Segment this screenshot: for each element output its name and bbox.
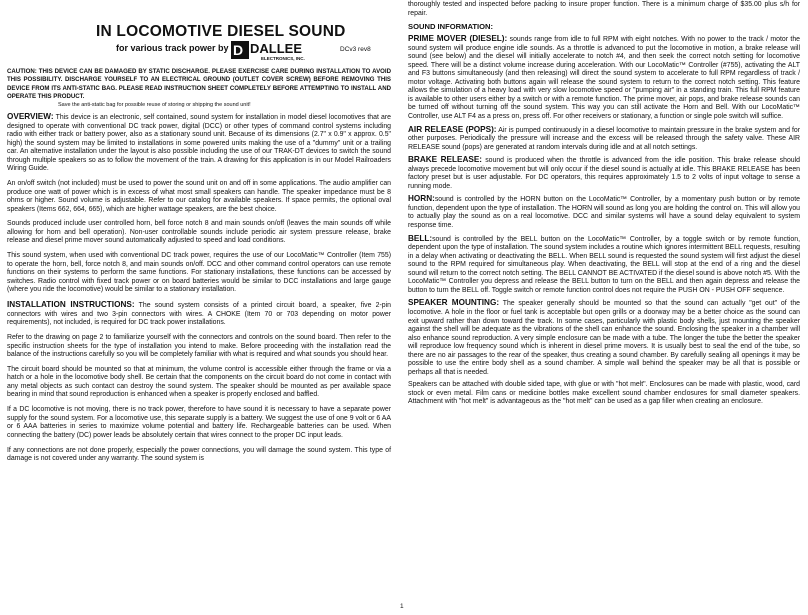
paragraph-drawing-reference: Refer to the drawing on page 2 to familiarize yourself with the connectors and controls on the sound board. Then refer to the specific instruction sheets for the type of installation you intend to make. Before proceeding with the installation read the balance of the instructions carefully so you will be completely familiar with what is required and what sounds you should hear. [7, 333, 391, 359]
paragraph-battery: If a DC locomotive is not moving, there is no track power, therefore to have sound it is necessary to have a separate power supply for the sound system. For a locomotive use, this separate supply is a battery. We suggest the use of one 9 volt or 6 AA or 6 AAA batteries in series to maximize volume potential and battery life. Rechargeable batteries can be used. When connecting the battery (DC) power leads be absolutely certain that wires connect to the proper DC input leads. [7, 406, 391, 439]
logo-subtext: ELECTRONICS, INC. [261, 56, 305, 61]
left-body [7, 113, 391, 470]
brake-release-text: sound is produced when the throttle is advanced from the idle position. This brake release should always precede locomotive movement but will only occur if the diesel sound is actually at idle. This BRAKE RELEASE has been factory preset but is user adjustable. For DC operators, this requires approximately 1.5 to 2 volts of input voltage to sense a running mode. [408, 157, 800, 190]
document-version: DCv3 rev8 [340, 46, 371, 53]
speaker-mounting-paragraph [408, 299, 800, 377]
bell-heading: BELL: [408, 233, 433, 243]
logo-wordmark: DALLEE [250, 41, 302, 56]
paragraph-repair-charge: thoroughly tested and inspected before packing to insure proper function. There is a minimum charge of $35.00 plus s/h for repair. [408, 1, 800, 17]
logo-d-glyph: D [233, 42, 244, 58]
paragraph-warranty: If any connections are not done properly, especially the power connections, you will damage the sound system. This type of damage is not covered under any warranty. The sound system is [7, 446, 391, 463]
paragraph-dc-controller: This sound system, when used with conventional DC track power, requires the use of our LocoMatic™ Controller (Item 755) to operate the horn, bell, force notch 8, and main sounds on/off. DCC and other command control operators can use remote functions on their systems to perform the same functions. For stationary installations, these functions can be accessed by switches. Radio control with fixed track power or on board batteries would be similar to DCC installations and large gauge (where you ride the locomotive) would be similar to a stationary installation. [7, 252, 391, 294]
antistatic-note: Save the anti-static bag for possible reuse of storing or shipping the sound unit! [58, 102, 251, 108]
speaker-mounting-text: The speaker generally should be mounted so that the sound can actually "get out" of the locomotive. A hole in the floor or fuel tank is acceptable but open grills or a doorway may be a better choice as the sound can exit upward rather than down toward the track. In some cases, particularly with plastic body shells, just mounting the speaker against the shell will be adequate as the vibrations of the shell can enhance the sound. Enclosing the speaker in a chamber will also enhance sound reproduction. A very simple enclosure can be made with a tube. The longer the tube the better the speaker will reproduce low frequency sound which is inherent in diesel prime movers. It is usually best to seal the end of the tube, so there are no air passages to the rear of the speaker, thus creating a sound chamber. By carefully sealing all openings it may be possible to use the entire body shell as a sound chamber. A simple wall behind the speaker may be all that is possible or perhaps all that is needed. [408, 300, 801, 376]
brake-release-paragraph [408, 156, 800, 191]
paragraph-speaker-attachment: Speakers can be attached with double sided tape, with glue or with "hot melt". Enclosures can be made with plastic, wood, card stock or even metal. Film cans or medicine bottles make excellent sound chamber enclosures for small diameter speakers. Attachment with "hot melt" is advantageous as the "hot melt" can be used as a gap filler when creating an enclosure. [408, 381, 800, 406]
page-subtitle: for various track power by [116, 43, 229, 53]
bell-paragraph [408, 235, 800, 296]
dallee-logo [231, 38, 319, 62]
page-number: 1 [400, 603, 404, 610]
air-release-text: Air is pumped continuously in a diesel locomotive to maintain pressure in the brake system and for other purposes. Periodically the pressure will increase and the excess will be released through the safety valve. These AIR RELEASE sound (pops) are generated at random intervals during idle and at all notch settings. [408, 126, 800, 151]
speaker-mounting-heading: SPEAKER MOUNTING: [408, 298, 500, 308]
prime-mover-text: sounds range from idle to full RPM with eight notches. With no power to the track / motor the sound system will produce engine idle sounds. As a throttle is advanced to put the locomotive in motion, a brake release will sound (see below) and the diesel will initially accelerate to notch #4, and then seek the correct notch setting for locomotive speed. There will be a distinct volume increase during acceleration. With our LocoMatic™ Controller (#755), activating the ALT and F3 buttons simultaneously (and then releasing) will direct the sound system to accelerate to full RPM regardless of track / motor voltage. Activating both buttons again will release the sound system to return to the correct notch setting. This feature allows the simulation of a heavy load with very slow locomotive speed or "pumping air" in a standing train. This full RPM feature is available to other users either by a switch or with a remote function. The prime mover, air pops, and brake release sounds can be turned off without turning off the sound system. This way you can still activate the Horn and Bell. With our LocoMatic™ Controller, use ALT F4 as a press on, press off. For other receivers or stationary, a function or single pole switch will suffice. [408, 36, 800, 121]
prime-mover-paragraph [408, 35, 800, 121]
air-release-heading: AIR RELEASE (POPS): [408, 124, 497, 134]
paragraph-power-switch: An on/off switch (not included) must be used to power the sound unit on and off in some applications. The audio amplifier can produce one watt of power which is in excess of what most small speakers can handle. The speaker impedance must be 8 ohms or higher. Sound volume is adjustable. Refer to our catalog for available speakers. If space permits, the optional oval speakers (Items 662, 664, 665), which are higher wattage speakers, are the best choice. [7, 180, 391, 213]
horn-heading: HORN: [408, 194, 435, 204]
caution-notice: CAUTION: THIS DEVICE CAN BE DAMAGED BY STATIC DISCHARGE. PLEASE EXERCISE CARE DURING INSTALLATION TO AVOID THIS POSSIBILITY. DISCHARGE YOURSELF TO AN ELECTRICAL GROUND (OUTLET COVER SCREW) BEFORE REMOVING THIS DEVICE FROM ITS ANTI-STATIC BAG. PLEASE READ INSTRUCTION SHEET COMPLETELY BEFORE ATTEMPTING TO INSTALL AND OPERATE THIS PRODUCT. [7, 68, 391, 100]
air-release-paragraph [408, 126, 800, 153]
right-body [408, 1, 800, 411]
installation-text: The sound system consists of a printed circuit board, a speaker, five 2-pin connectors with wires and two 3-pin connectors with wires. A CHOKE (Item 70 or 703 depending on motor power requirements), not included, is required for DC track power installations. [7, 302, 391, 327]
horn-paragraph [408, 195, 800, 230]
overview-text: This device is an electronic, self contained, sound system for installation in model diesel locomotives that are designed to operate with conventional DC track power, digital (DCC) or other types of command control systems including radio with either track or battery power, also as a stationary sound unit. Because of its dimensions (2.7" x 0.9" x approx. 0.5" high) the sound system may be limited to installations in some powered units making the use of a "dummy" unit or a trailing car. An alternative installation under the layout is also possible including the use of our TRAK-DT devices to switch the sound through multiple speakers so as to follow the movement of the train. A drawing for this application is in our Model Railroaders Wiring Guide. [7, 114, 391, 173]
prime-mover-heading: PRIME MOVER (DIESEL): [408, 34, 508, 44]
overview-heading: OVERVIEW: [7, 112, 54, 121]
horn-text: sound is controlled by the HORN button on the LocoMatic™ Controller, by a momentary push button or by remote function, dependent upon the type of installation. The HORN will sound as long you are holding the control on. This will allow you to actually play the sound as on a real locomotive. DCC and similar systems will have a sound delay equivalent to system response time. [408, 196, 800, 230]
installation-paragraph [7, 301, 391, 328]
installation-heading: INSTALLATION INSTRUCTIONS: [7, 300, 135, 310]
sound-information-heading: SOUND INFORMATION: [408, 22, 494, 32]
brake-release-heading: BRAKE RELEASE: [408, 155, 483, 165]
paragraph-board-mounting: The circuit board should be mounted so that at minimum, the volume control is accessible either through the frame or via a hatch or a hole in the locomotive body shell. Be certain that the components on the circuit board do not come in contact with any metal objects as such contact can destroy the sound system. The speaker should be mounted as per available space bearing in mind that sound reproduction is enhanced when a speaker is properly enclosed and baffled. [7, 365, 391, 399]
bell-text: sound is controlled by the BELL button on the LocoMatic™ Controller, by a toggle switch or by remote function, dependent upon the type of installation. The sound system includes a routine which ignores intermittent BELL requests, resulting in a delay when activating or deactivating the BELL. When BELL sound is requested the sound system will first adjust the diesel sound to the RPM required for simultaneous play. When deactivating, the BELL will stop at the end of a ring and the diesel sound will return to the correct notch setting. The BELL CANNOT BE ACTIVATED if the diesel sound is above notch #5. With the LocoMatic™ Controller you depress and release the BELL button to turn on the BELL and then again depress and release the button to turn the BELL off. Toggle switch or remote function control does not require the PUSH ON - PUSH OFF sequence. [408, 235, 800, 294]
paragraph-sounds-produced: Sounds produced include user controlled horn, bell force notch 8 and main sounds on/off (leaves the main sounds off while allowing for horn and bell operation). Non-user controllable sounds include periodic air system pressure release, brake release and diesel prime mover sound automatically adjusted to speed and load conditions. [7, 220, 391, 245]
page-title: IN LOCOMOTIVE DIESEL SOUND [96, 23, 346, 40]
overview-paragraph [7, 113, 391, 174]
